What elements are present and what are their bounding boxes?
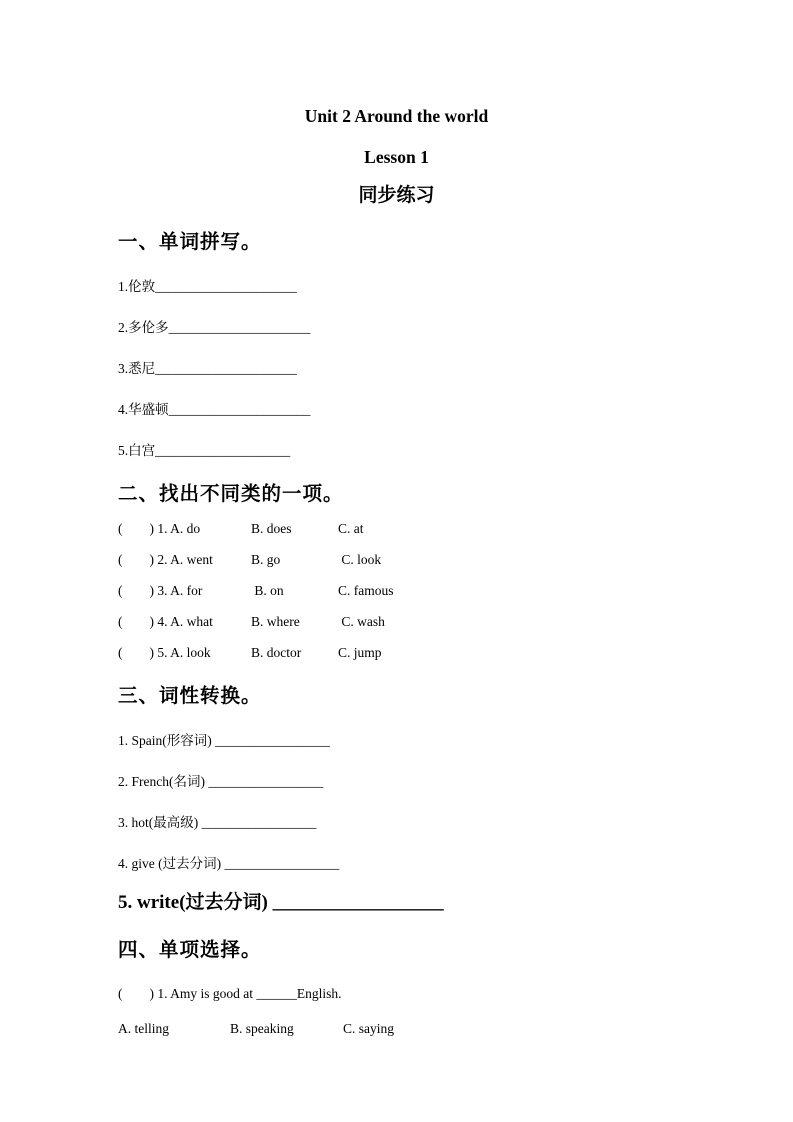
exercise-title: 同步练习 (358, 185, 435, 206)
choice-option-c: C. look (338, 552, 382, 567)
conversion-item-5: 5. write(过去分词) __________________ (118, 892, 444, 913)
fill-blank-item-5: 5.白宫____________________ (118, 443, 291, 458)
conversion-item-4: 4. give (过去分词) _________________ (118, 856, 340, 871)
page-title: Unit 2 Around the world (304, 106, 489, 126)
section-multiple-choice (0, 937, 793, 1038)
choice-option-b: B. where (251, 614, 300, 629)
choice-option-c: C. jump (338, 645, 382, 660)
mc-option-b: B. speaking (230, 1021, 294, 1036)
choice-option-b: B. on (251, 583, 284, 598)
section-heading-2: 二、找出不同类的一项。 (118, 483, 344, 505)
choice-option-b: B. go (251, 552, 281, 567)
fill-blank-item-3: 3.悉尼_____________________ (118, 361, 297, 376)
choice-row-4 (118, 613, 793, 631)
mc-option-a: A. telling (118, 1021, 169, 1036)
conversion-item-1: 1. Spain(形容词) _________________ (118, 733, 330, 748)
mc-options-row (118, 1020, 793, 1038)
choice-stem: ( ) 4. A. what (118, 614, 213, 629)
choice-stem: ( ) 1. A. do (118, 521, 201, 536)
choice-stem: ( ) 2. A. went (118, 552, 213, 567)
section-heading-3: 三、词性转换。 (118, 685, 262, 707)
section-heading-4: 四、单项选择。 (118, 939, 262, 961)
conversion-item-2: 2. French(名词) _________________ (118, 774, 324, 789)
conversion-item-3: 3. hot(最高级) _________________ (118, 815, 317, 830)
choice-stem: ( ) 3. A. for (118, 583, 203, 598)
mc-question-1: ( ) 1. Amy is good at ______English. (118, 986, 342, 1001)
choice-option-c: C. famous (338, 583, 394, 598)
choice-row-5 (118, 644, 793, 662)
section-heading-1: 一、单词拼写。 (118, 231, 262, 253)
choice-row-3 (118, 582, 793, 600)
choice-row-2 (118, 551, 793, 569)
choice-stem: ( ) 5. A. look (118, 645, 211, 660)
fill-blank-item-1: 1.伦敦_____________________ (118, 279, 297, 294)
lesson-title: Lesson 1 (364, 147, 429, 167)
mc-option-c: C. saying (343, 1021, 395, 1036)
odd-one-out-rows (0, 520, 793, 662)
fill-blank-item-2: 2.多伦多_____________________ (118, 320, 311, 335)
choice-option-c: C. wash (338, 614, 385, 629)
fill-blank-item-4: 4.华盛顿_____________________ (118, 402, 311, 417)
section-pos-conversion (0, 683, 793, 916)
choice-row-1 (118, 520, 793, 538)
section-word-spelling (0, 229, 793, 460)
choice-option-b: B. doctor (251, 645, 302, 660)
choice-option-b: B. does (251, 521, 292, 536)
section-odd-one-out (0, 481, 793, 662)
choice-option-c: C. at (338, 521, 364, 536)
